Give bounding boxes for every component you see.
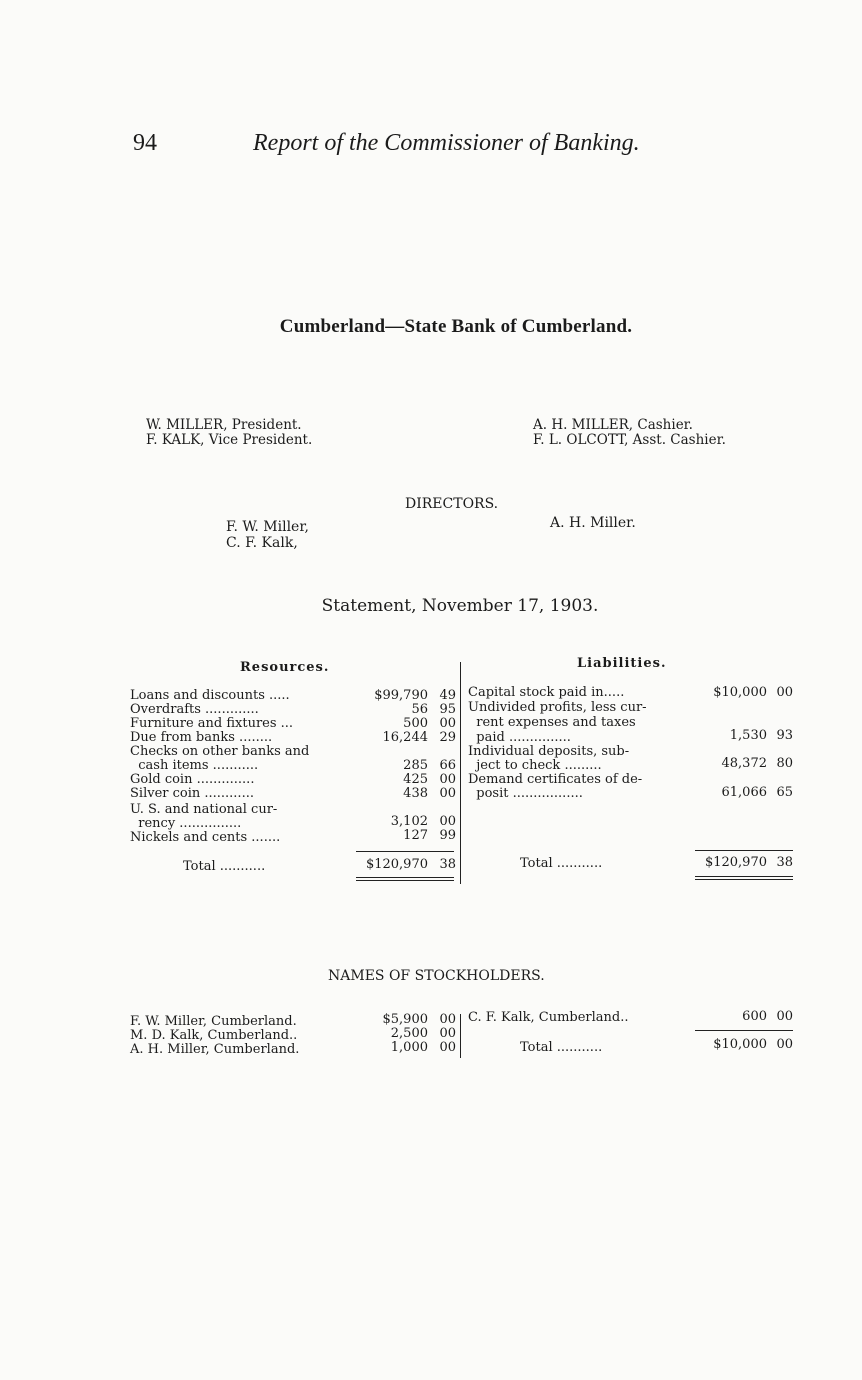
stockholder-cents: 00 xyxy=(776,1009,793,1024)
liabilities-total-cents: 38 xyxy=(776,855,793,870)
stockholder-dollars: $5,900 xyxy=(382,1012,428,1027)
officer-cashier: A. H. MILLER, Cashier. xyxy=(533,417,693,433)
resources-row-cents: 99 xyxy=(439,828,456,843)
liabilities-heading: Liabilities. xyxy=(577,656,667,671)
resources-double-rule-2 xyxy=(356,880,454,881)
resources-total-cents: 38 xyxy=(439,857,456,872)
liabilities-row-cents: 80 xyxy=(776,756,793,771)
liabilities-row-dollars: $10,000 xyxy=(713,685,767,700)
stockholder-name: F. W. Miller, Cumberland. xyxy=(130,1014,297,1029)
resources-row-label: Gold coin .............. xyxy=(130,772,255,787)
resources-row-dollars: 16,244 xyxy=(382,730,428,745)
resources-heading: Resources. xyxy=(240,660,330,675)
resources-row-cents: 00 xyxy=(439,814,456,829)
stockholder-cents: 00 xyxy=(439,1012,456,1027)
resources-row-cents: 95 xyxy=(439,702,456,717)
resources-row-cents: 00 xyxy=(439,772,456,787)
resources-total-label: Total ........... xyxy=(183,859,266,874)
resources-row-label: U. S. and national cur- xyxy=(130,802,278,817)
resources-row-dollars: $99,790 xyxy=(374,688,428,703)
liabilities-double-rule-2 xyxy=(695,879,793,880)
liabilities-row-cents: 00 xyxy=(776,685,793,700)
liabilities-row-label: Undivided profits, less cur- xyxy=(468,700,647,715)
resources-row-dollars: 285 xyxy=(403,758,428,773)
stockholders-total-label: Total ........... xyxy=(520,1040,603,1055)
liabilities-row-label: posit ................. xyxy=(468,786,583,801)
liabilities-row-cents: 93 xyxy=(776,728,793,743)
resources-row-dollars: 438 xyxy=(403,786,428,801)
stockholders-total-rule xyxy=(695,1030,793,1031)
resources-row-cents: 00 xyxy=(439,716,456,731)
resources-row-label: Loans and discounts ..... xyxy=(130,688,290,703)
officer-vice-president: F. KALK, Vice President. xyxy=(146,432,313,448)
director-left-2: C. F. Kalk, xyxy=(226,535,298,551)
liabilities-double-rule-1 xyxy=(695,876,793,877)
resources-row-cents: 29 xyxy=(439,730,456,745)
stockholder-name: A. H. Miller, Cumberland. xyxy=(130,1042,300,1057)
resources-row-label: cash items ........... xyxy=(130,758,259,773)
liabilities-row-dollars: 48,372 xyxy=(721,756,767,771)
resources-row-dollars: 500 xyxy=(403,716,428,731)
stockholders-total-dollars: $10,000 xyxy=(713,1037,767,1052)
resources-double-rule-1 xyxy=(356,877,454,878)
stockholder-cents: 00 xyxy=(439,1040,456,1055)
resources-row-label: rency ............... xyxy=(130,816,242,831)
stockholder-cents: 00 xyxy=(439,1026,456,1041)
bank-title: Cumberland—State Bank of Cumberland. xyxy=(279,316,633,337)
stockholder-dollars: 2,500 xyxy=(390,1026,428,1041)
liabilities-row-label: Individual deposits, sub- xyxy=(468,744,630,759)
resources-total-dollars: $120,970 xyxy=(365,857,428,872)
resources-row-label: Due from banks ........ xyxy=(130,730,273,745)
liabilities-total-rule xyxy=(695,850,793,851)
running-head: Report of the Commissioner of Banking. xyxy=(253,130,640,156)
stockholders-total-cents: 00 xyxy=(776,1037,793,1052)
liabilities-row-cents: 65 xyxy=(776,785,793,800)
liabilities-row-label: ject to check ......... xyxy=(468,758,602,773)
liabilities-row-label: paid ............... xyxy=(468,730,571,745)
liabilities-row-label: Capital stock paid in..... xyxy=(468,685,625,700)
liabilities-row-dollars: 1,530 xyxy=(729,728,767,743)
resources-row-label: Furniture and fixtures ... xyxy=(130,716,294,731)
stockholder-name: C. F. Kalk, Cumberland.. xyxy=(468,1010,629,1025)
resources-total-rule xyxy=(356,851,454,852)
resources-row-dollars: 127 xyxy=(403,828,428,843)
liabilities-row-label: Demand certificates of de- xyxy=(468,772,643,787)
resources-row-cents: 49 xyxy=(439,688,456,703)
resources-row-label: Overdrafts ............. xyxy=(130,702,259,717)
liabilities-row-dollars: 61,066 xyxy=(721,785,767,800)
resources-row-dollars: 56 xyxy=(411,702,428,717)
resources-row-dollars: 425 xyxy=(403,772,428,787)
director-left-1: F. W. Miller, xyxy=(226,519,309,535)
directors-heading: DIRECTORS. xyxy=(405,496,499,512)
officer-president: W. MILLER, President. xyxy=(146,417,302,433)
column-divider xyxy=(460,662,461,884)
liabilities-total-label: Total ........... xyxy=(520,856,603,871)
officer-asst-cashier: F. L. OLCOTT, Asst. Cashier. xyxy=(533,432,726,448)
resources-row-label: Nickels and cents ....... xyxy=(130,830,281,845)
statement-title: Statement, November 17, 1903. xyxy=(321,596,599,616)
stockholders-divider xyxy=(460,1014,461,1058)
liabilities-total-dollars: $120,970 xyxy=(704,855,767,870)
stockholders-heading: NAMES OF STOCKHOLDERS. xyxy=(328,968,545,984)
resources-row-cents: 66 xyxy=(439,758,456,773)
stockholder-dollars: 1,000 xyxy=(390,1040,428,1055)
resources-row-label: Silver coin ............ xyxy=(130,786,254,801)
liabilities-row-label: rent expenses and taxes xyxy=(468,715,636,730)
resources-row-dollars: 3,102 xyxy=(390,814,428,829)
resources-row-cents: 00 xyxy=(439,786,456,801)
stockholder-name: M. D. Kalk, Cumberland.. xyxy=(130,1028,298,1043)
resources-row-label: Checks on other banks and xyxy=(130,744,310,759)
director-right-1: A. H. Miller. xyxy=(550,515,636,531)
stockholder-dollars: 600 xyxy=(742,1009,767,1024)
page-number: 94 xyxy=(133,130,157,156)
